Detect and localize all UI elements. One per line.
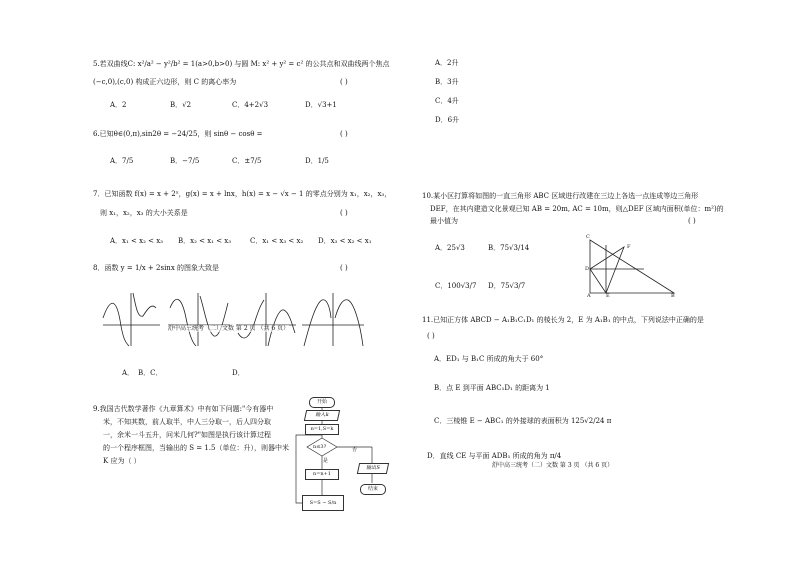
q5-stem-line1: 5.若双曲线C: x²/a² − y²/b² = 1(a>0,b>0) 与圆 M: x² + y² = c² 的公共点和双曲线两个焦点 — [93, 60, 390, 68]
q7-option-c: C．x₁ < x₃ < x₂ — [250, 237, 304, 245]
page3-footer: 舒中高三统考（二）文数 第 3 页 （共 6 页） — [492, 462, 614, 469]
q9-line4: 的一个程序框图，当输出的 S = 1.5（单位：升），则器中米 — [103, 444, 289, 452]
q10-triangle-figure — [584, 235, 684, 300]
flow-no: 否 — [352, 447, 358, 453]
q8-option-d: D． — [232, 369, 245, 377]
q10-option-c: C．100√3/7 — [435, 282, 477, 290]
flow-increment: n=n+1 — [305, 469, 339, 480]
q5-option-b: B．√2 — [170, 101, 192, 109]
q5-bracket: ( ) — [340, 78, 348, 86]
flow-output: 输出S — [357, 463, 389, 474]
q7-option-a: A．x₁ < x₂ < x₃ — [110, 237, 163, 245]
flow-yes: 是 — [323, 458, 329, 464]
flow-condition: n≤3? — [313, 444, 327, 450]
q9-line1: 9.我国古代数学著作《九章算术》中有如下问题:"今有器中 — [93, 405, 274, 413]
q9-line2: 米，不知其数，前人取半，中人三分取一，后人四分取 — [103, 418, 271, 426]
q6-bracket: ( ) — [340, 130, 348, 138]
flow-init: n=1,S=k — [305, 424, 339, 435]
q6-option-b: B．−7/5 — [170, 157, 200, 165]
q11-option-d: D．直线 CE 与平面 ADB₁ 所成的角为 π/4 — [427, 452, 562, 460]
q8-option-bc: B．C． — [138, 369, 163, 377]
q11-option-c: C．三棱锥 E − ABC₁ 的外接球的表面积为 125√2/24 π — [434, 417, 612, 425]
q10-label-e: E — [606, 293, 610, 299]
flow-end: 结束 — [360, 484, 386, 495]
q9-line3: 一，余米一斗五升，问米几何?"如图是执行该计算过程 — [103, 431, 271, 439]
q6-option-a: A．7/5 — [110, 157, 134, 165]
q5-option-c: C．4+2√3 — [232, 101, 269, 109]
q11-option-b: B．点 E 到平面 ABC₁D₁ 的距离为 1 — [434, 384, 550, 392]
flow-start: 开始 — [309, 397, 335, 408]
q10-bracket: ( ) — [688, 217, 696, 225]
page2-footer-overlay: 舒中高三统考（二）文数 第 2 页 （共 6 页） — [168, 325, 290, 332]
graph-c — [236, 293, 296, 346]
q7-option-d: D．x₃ < x₂ < x₁ — [318, 237, 372, 245]
q10-label-d: D — [585, 266, 590, 272]
q11-bracket: ( ) — [427, 332, 435, 340]
flow-input: 输入k — [304, 410, 340, 421]
flow-assign: S=S − S/n — [302, 495, 344, 511]
q10-label-f: F — [627, 244, 631, 250]
q7-stem-line2: 则 x₁，x₂，x₃ 的大小关系是 — [100, 209, 188, 217]
q10-line2: DEF，在其内建造文化景观已知 AB = 20m, AC = 10m，则△DEF 区域内面积(单位：m²)的 — [430, 205, 724, 213]
q10-label-c: C — [586, 234, 590, 240]
q7-option-b: B．x₂ < x₁ < x₃ — [178, 237, 232, 245]
q10-label-b: B — [671, 293, 675, 299]
q6-option-c: C．±7/5 — [232, 157, 262, 165]
q7-bracket: ( ) — [340, 209, 348, 217]
q9-option-b: B．3升 — [435, 78, 459, 86]
q10-line1: 10.某小区打算将如图的一直三角形 ABC 区域进行改建在三边上各选一点连成等边三角形 — [422, 192, 699, 200]
q11-stem: 11.已知正方体 ABCD − A₁B₁C₁D₁ 的棱长为 2，E 为 A₁B₁ 的中点，下列说法中正确的是 — [422, 316, 704, 324]
graph-a — [103, 293, 160, 346]
q10-option-d: D．75√3/7 — [488, 282, 526, 290]
q9-option-a: A．2升 — [435, 59, 459, 67]
q9-line5: K 应为（ ） — [103, 457, 141, 465]
q11-option-a: A．ED₁ 与 B₁C 所成的角大于 60° — [434, 355, 544, 363]
q10-line3: 最小值为 — [430, 217, 458, 225]
q8-graph-options — [98, 288, 368, 348]
q8-bracket: ( ) — [340, 264, 348, 272]
q6-option-d: D．1/5 — [305, 157, 329, 165]
q9-option-c: C．4升 — [435, 97, 459, 105]
q6-stem: 6.已知θ∈(0,π),sin2θ = −24/25，则 sinθ − cosθ = — [93, 130, 263, 138]
q10-option-b: B．75√3/14 — [488, 244, 530, 252]
q9-option-d: D．6升 — [435, 116, 460, 124]
q10-option-a: A．25√3 — [435, 244, 465, 252]
q8-option-a: A． — [122, 369, 135, 377]
q8-stem: 8．函数 y = 1/x + 2sinx 的图象大致是 — [93, 264, 219, 272]
q7-stem-line1: 7．已知函数 f(x) = x + 2ˣ，g(x) = x + lnx，h(x) = x − √x − 1 的零点分别为 x₁，x₂，x₃， — [93, 190, 392, 198]
q5-option-d: D．√3+1 — [305, 101, 337, 109]
q5-stem-line2: (−c,0),(c,0) 构成正六边形，则 C 的离心率为 — [93, 78, 237, 86]
graph-d — [302, 293, 364, 346]
graph-b — [168, 293, 230, 346]
q5-option-a: A．2 — [110, 101, 127, 109]
q10-label-a: A — [587, 293, 591, 299]
